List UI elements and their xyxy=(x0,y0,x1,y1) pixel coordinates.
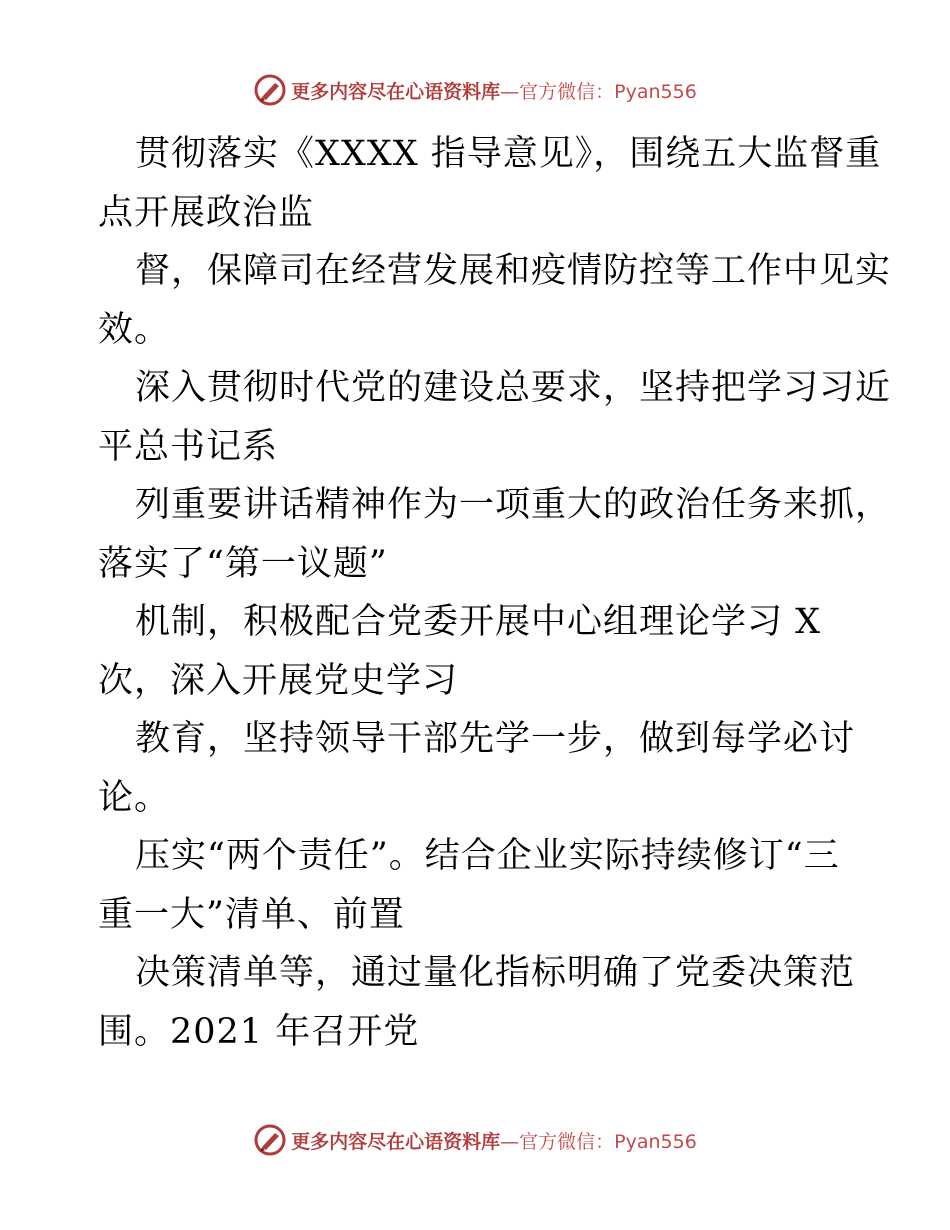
body-line: 次，深入开展党史学习 xyxy=(98,660,459,701)
body-line: 平总书记系 xyxy=(98,426,279,467)
footer-banner-text xyxy=(291,1127,697,1154)
body-line: 督，保障司在经营发展和疫情防控等工作中见实 xyxy=(135,251,892,291)
footer-banner xyxy=(0,1120,950,1160)
footer-banner-sep: — xyxy=(500,1130,520,1153)
body-line: 列重要讲话精神作为一项重大的政治任务来抓， xyxy=(135,485,892,525)
body-line: 围。2021 年召开党 xyxy=(98,1011,420,1052)
document-body xyxy=(98,125,892,1061)
body-line: 点开展政治监 xyxy=(98,192,315,233)
body-line: 重一大”清单、前置 xyxy=(98,894,405,935)
header-banner-tail: 官方微信：Pyan556 xyxy=(519,80,697,103)
body-line: 压实“两个责任”。结合企业实际持续修订“三 xyxy=(135,836,840,876)
body-line: 机制，积极配合党委开展中心组理论学习 X xyxy=(135,602,822,642)
pen-logo-icon xyxy=(253,73,287,107)
header-banner-main: 更多内容尽在心语资料库 xyxy=(291,80,501,103)
body-line: 效。 xyxy=(98,309,171,350)
body-line: 教育，坚持领导干部先学一步，做到每学必讨 xyxy=(135,719,856,759)
body-line: 落实了“第一议题” xyxy=(98,543,388,584)
header-banner xyxy=(0,70,950,110)
footer-banner-main: 更多内容尽在心语资料库 xyxy=(291,1130,501,1153)
body-line: 决策清单等，通过量化指标明确了党委决策范 xyxy=(135,953,856,993)
header-banner-text xyxy=(291,77,697,104)
body-line: 贯彻落实《XXXX 指导意见》，围绕五大监督重 xyxy=(135,134,882,174)
body-line: 深入贯彻时代党的建设总要求，坚持把学习习近 xyxy=(135,368,892,408)
footer-banner-tail: 官方微信：Pyan556 xyxy=(519,1130,697,1153)
header-banner-sep: — xyxy=(500,80,520,103)
body-line: 论。 xyxy=(98,777,171,818)
pen-logo-icon xyxy=(253,1123,287,1157)
